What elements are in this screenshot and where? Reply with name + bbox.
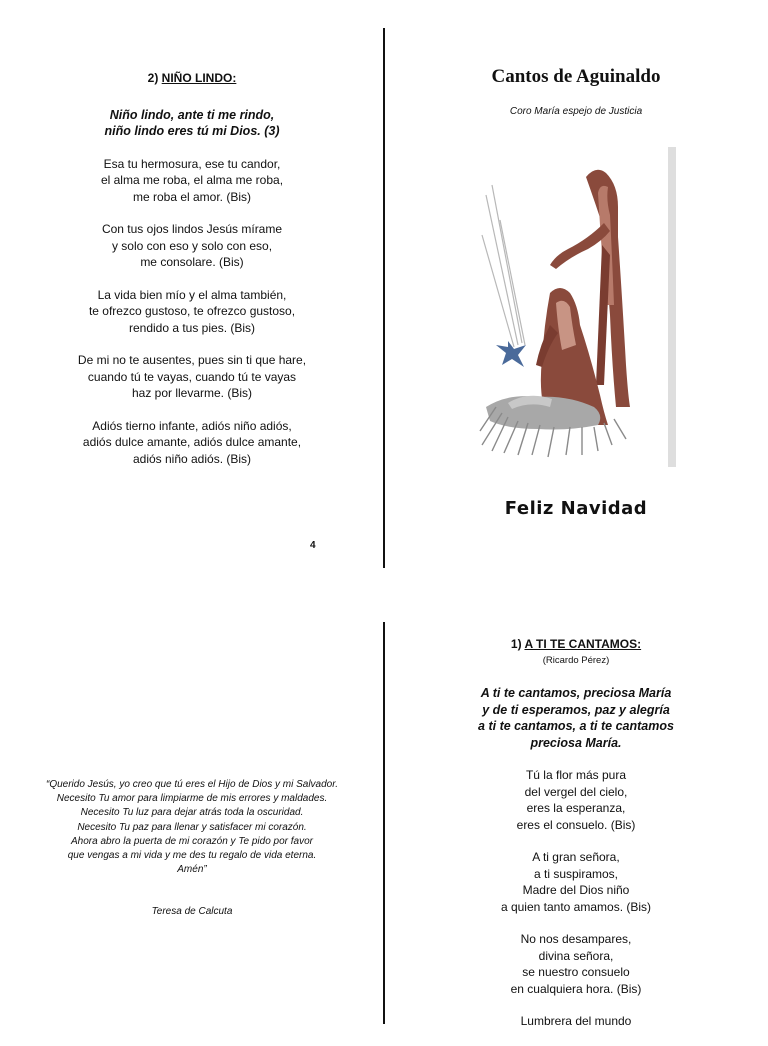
stanza-line: No nos desampares, — [520, 932, 632, 946]
stanza-line: De mi no te ausentes, pues sin ti que hare, — [77, 353, 307, 367]
stanza-line: eres la esperanza, — [526, 801, 626, 815]
song-2-chorus — [40, 107, 344, 140]
cover-subtitle: Coro María espejo de Justicia — [509, 106, 643, 117]
chorus-line: y de ti esperamos, paz y alegría — [482, 702, 670, 717]
song-1-title: A TI TE CANTAMOS: — [524, 637, 642, 651]
song-2-panel — [40, 70, 344, 483]
stanza-line: Con tus ojos lindos Jesús mírame — [101, 222, 283, 236]
song-1-stanza — [404, 1013, 748, 1030]
prayer-line: Necesito Tu paz para llenar y satisfacer mi corazón. — [77, 821, 307, 833]
chorus-line: A ti te cantamos, preciosa María — [480, 686, 672, 700]
stanza-line: te ofrezco gustoso, te ofrezco gustoso, — [88, 304, 296, 318]
chorus-line: Niño lindo, ante ti me rindo, — [109, 107, 275, 122]
prayer-line: “Querido Jesús, yo creo que tú eres el Hijo de Dios y mi Salvador. — [46, 779, 338, 790]
top-fold-divider — [383, 28, 385, 568]
nativity-illustration — [478, 145, 678, 475]
star-icon — [496, 341, 526, 367]
prayer-line: que vengas a mi vida y me des tu regalo de vida eterna. — [67, 850, 317, 862]
prayer-text — [20, 778, 364, 877]
stanza-line: Madre del Dios niño — [522, 883, 630, 897]
stanza-line: del vergel del cielo, — [524, 784, 628, 799]
stanza-line: me roba el amor. (Bis) — [132, 189, 252, 204]
song-1-stanza — [404, 767, 748, 833]
prayer-line: Amén” — [177, 864, 207, 876]
bottom-fold-divider — [383, 622, 385, 1024]
prayer-author: Teresa de Calcuta — [151, 906, 233, 917]
stanza-line: La vida bien mío y el alma también, — [97, 287, 287, 302]
song-2-title: NIÑO LINDO: — [161, 71, 237, 85]
prayer-line: Necesito Tu amor para limpiarme de mis errores y maldades. — [56, 793, 328, 805]
chorus-line: niño lindo eres tú mi Dios. (3) — [104, 124, 280, 138]
song-2-stanza — [40, 287, 344, 337]
stanza-line: se nuestro consuelo — [522, 965, 630, 979]
song-1-panel — [404, 636, 748, 1046]
cover-title: Cantos de Aguinaldo — [491, 66, 661, 87]
stanza-line: eres el consuelo. (Bis) — [516, 817, 636, 832]
stanza-line: y solo con eso y solo con eso, — [111, 238, 273, 253]
song-2-number: 2) — [147, 71, 159, 85]
stanza-line: A ti gran señora, — [532, 850, 620, 864]
page-number: 4 — [310, 540, 316, 551]
prayer-line: Necesito Tu luz para dejar atrás toda la oscuridad. — [80, 807, 304, 819]
stanza-line: cuando tú te vayas, cuando tú te vayas — [87, 369, 297, 384]
stanza-line: rendido a tus pies. (Bis) — [128, 320, 256, 335]
stanza-line: el alma me roba, el alma me roba, — [100, 173, 284, 187]
stanza-line: me consolare. (Bis) — [140, 255, 244, 269]
stanza-line: en cualquiera hora. (Bis) — [510, 981, 642, 996]
greeting-text: Feliz Navidad — [504, 498, 648, 519]
stanza-line: Lumbrera del mundo — [520, 1014, 632, 1028]
song-1-chorus — [404, 685, 748, 751]
stanza-line: Adiós tierno infante, adiós niño adiós, — [92, 418, 292, 433]
song-1-number: 1) — [510, 637, 522, 651]
song-2-stanza — [40, 352, 344, 402]
chorus-line: preciosa María. — [530, 735, 622, 750]
song-1-stanza — [404, 931, 748, 997]
stanza-line: Tú la flor más pura — [525, 768, 627, 782]
stanza-line: adiós dulce amante, adiós dulce amante, — [82, 435, 302, 449]
stanza-line: Esa tu hermosura, ese tu candor, — [103, 156, 281, 171]
song-2-heading — [40, 70, 344, 87]
stanza-line: haz por llevarme. (Bis) — [131, 386, 253, 400]
chorus-line: a ti te cantamos, a ti te cantamos — [478, 719, 674, 733]
song-2-stanza — [40, 156, 344, 206]
stanza-line: a ti suspiramos, — [533, 866, 619, 881]
stanza-line: adiós niño adiós. (Bis) — [132, 451, 252, 466]
song-2-stanza — [40, 418, 344, 468]
prayer-line: Ahora abro la puerta de mi corazón y Te pido por favor — [71, 835, 313, 847]
light-rays — [482, 185, 525, 347]
stanza-line: divina señora, — [538, 948, 614, 963]
song-1-heading — [404, 636, 748, 653]
song-1-stanza — [404, 849, 748, 915]
stanza-line: a quien tanto amamos. (Bis) — [500, 899, 652, 914]
song-2-stanza — [40, 221, 344, 271]
song-1-author: (Ricardo Pérez) — [542, 654, 610, 666]
